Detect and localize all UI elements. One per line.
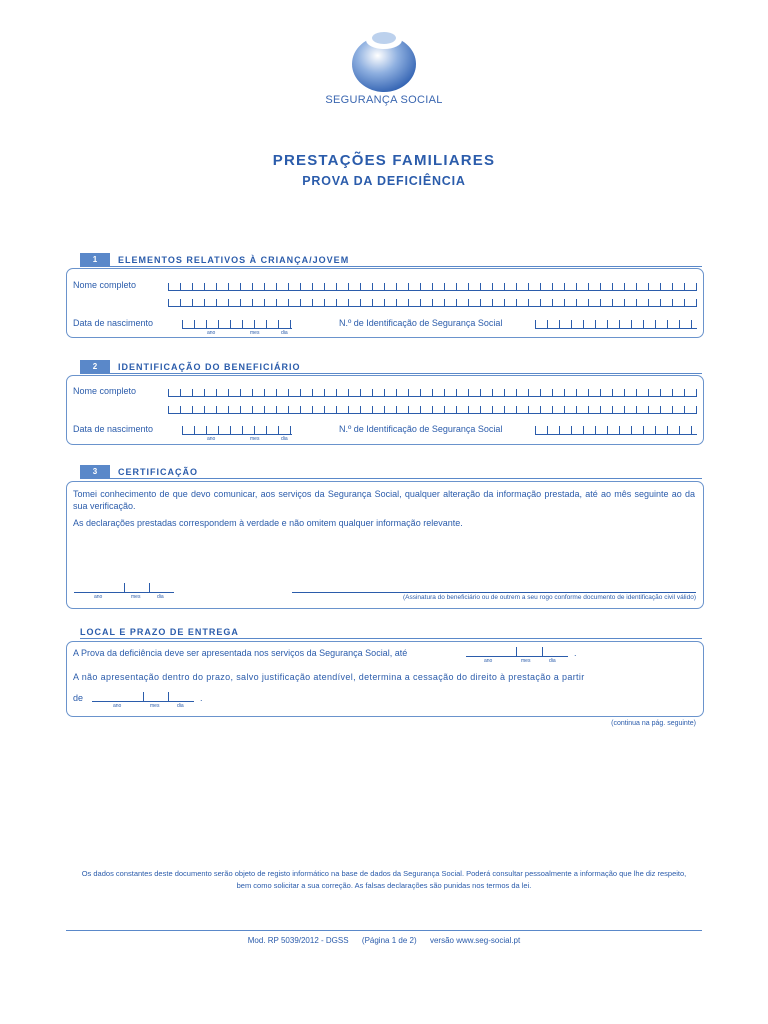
page-number: (Página 1 de 2) [361, 936, 417, 945]
nis-field[interactable] [535, 426, 697, 435]
name-field-line-2[interactable] [168, 406, 697, 414]
footer-notice: Os dados constantes deste documento serão objeto de registo informático na base de dados da Segurança Social. Poderá consultar pessoalmente a informação que lhe diz respeito, bem como solicitar a sua correção. As falsas declarações são punidas nos termos da lei. [81, 869, 687, 890]
section-rule [80, 638, 702, 639]
birth-date-field[interactable] [182, 426, 292, 435]
section-heading-3: CERTIFICAÇÃO [118, 467, 198, 477]
date-divider [124, 583, 125, 593]
footer-meta [0, 936, 768, 945]
logo-text: SEGURANÇA SOCIAL [325, 94, 443, 106]
date-label-year: ano [113, 703, 122, 709]
section-heading-delivery: LOCAL E PRAZO DE ENTREGA [80, 627, 239, 637]
date-label-year: ano [207, 330, 216, 336]
nis-field[interactable] [535, 320, 697, 329]
date-label-day: dia [157, 594, 164, 600]
footer-rule [66, 930, 702, 931]
date-divider [516, 647, 517, 657]
date-label-year: ano [94, 594, 103, 600]
signature-field[interactable] [292, 592, 696, 593]
document-title: PRESTAÇÕES FAMILIARES [272, 152, 496, 169]
signature-caption: (Assinatura do beneficiário ou de outrem a seu rogo conforme documento de identificação civil válido) [402, 594, 696, 601]
name-label: Nome completo [73, 280, 137, 290]
date-label-month: mes [250, 436, 260, 442]
birth-date-field[interactable] [182, 320, 292, 329]
section-rule [80, 266, 702, 267]
date-label-day: dia [281, 330, 288, 336]
document-subtitle: PROVA DA DEFICIÊNCIA [302, 174, 466, 188]
nis-label: N.º de Identificação de Segurança Social [339, 318, 503, 328]
section-heading-1: ELEMENTOS RELATIVOS À CRIANÇA/JOVEM [118, 255, 350, 265]
cessation-text: A não apresentação dentro do prazo, salvo justificação atendível, determina a cessação do direito à prestação a partir [73, 672, 585, 682]
section-rule [80, 478, 702, 479]
date-label-year: ano [484, 658, 493, 664]
certification-text-1: Tomei conhecimento de que devo comunicar, aos serviços da Segurança Social, qualquer alteração da informação prestada, até ao mês seguinte ao da sua verificação. [73, 489, 695, 511]
section-heading-2: IDENTIFICAÇÃO DO BENEFICIÁRIO [118, 362, 301, 372]
seguranca-social-logo [342, 26, 426, 94]
date-divider [168, 692, 169, 702]
date-label-month: mes [250, 330, 260, 336]
date-label-day: dia [177, 703, 184, 709]
date-divider [143, 692, 144, 702]
birth-date-label: Data de nascimento [73, 318, 154, 328]
date-label-month: mes [150, 703, 160, 709]
date-label-year: ano [207, 436, 216, 442]
date-divider [542, 647, 543, 657]
continue-note: (continua na pág. seguinte) [611, 720, 696, 727]
name-field-line-1[interactable] [168, 389, 697, 397]
section-number-3: 3 [80, 465, 110, 479]
date-label-month: mes [131, 594, 141, 600]
version-link[interactable]: versão www.seg-social.pt [429, 936, 521, 945]
cessation-prefix: de [73, 693, 84, 703]
deadline-date-field[interactable] [466, 656, 568, 657]
form-code: Mod. RP 5039/2012 - DGSS [247, 936, 349, 945]
certification-text-2: As declarações prestadas correspondem à verdade e não omitem qualquer informação relevante. [73, 518, 463, 528]
date-label-day: dia [549, 658, 556, 664]
section-number-1: 1 [80, 253, 110, 267]
period-mark: . [574, 648, 577, 658]
birth-date-label: Data de nascimento [73, 424, 154, 434]
nis-label: N.º de Identificação de Segurança Social [339, 424, 503, 434]
delivery-deadline-text: A Prova da deficiência deve ser apresentada nos serviços da Segurança Social, até [73, 648, 408, 658]
section-rule [80, 373, 702, 374]
name-label: Nome completo [73, 386, 137, 396]
section-number-2: 2 [80, 360, 110, 374]
date-divider [149, 583, 150, 593]
period-mark: . [200, 693, 203, 703]
name-field-line-2[interactable] [168, 299, 697, 307]
date-label-month: mes [521, 658, 531, 664]
date-label-day: dia [281, 436, 288, 442]
name-field-line-1[interactable] [168, 283, 697, 291]
